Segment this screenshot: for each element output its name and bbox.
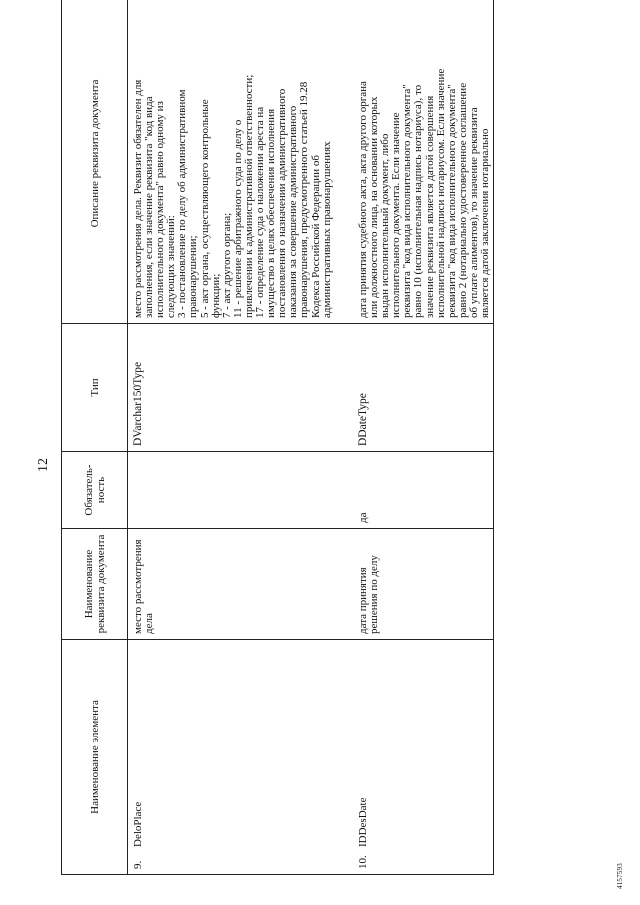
description-line: 5 - акт органа, осуществляющего контрольные — [198, 99, 211, 318]
row-number: 9. — [132, 860, 144, 869]
description-line: правонарушении; — [187, 235, 200, 318]
description-line: следующих значений: — [165, 215, 178, 318]
cell-obligatory: да — [353, 452, 494, 529]
description-line: 7 - акт другого органа; — [220, 212, 233, 318]
description-line: исполнительного документа" равно одному из — [154, 101, 167, 318]
description-line: выдан исполнительный документ, либо — [379, 133, 392, 318]
cell-element-name — [128, 640, 354, 875]
cell-requisite-name: место рассмотрения дела — [128, 529, 354, 640]
description-line: равно 2 (нотариально удостоверенное соглашение — [456, 82, 469, 318]
description-line: исполнительного документа. Если значение — [390, 112, 403, 318]
description-line: реквизита "код вида исполнительного документа" — [445, 84, 458, 318]
cell-requisite-name: дата принятия решения по делу — [353, 529, 494, 640]
document-code: 4157593 — [616, 863, 624, 889]
cell-element-name — [353, 640, 494, 875]
description-line: функции; — [209, 273, 222, 318]
cell-description — [128, 0, 354, 324]
description-line: или должностного лица, на основании которых — [368, 96, 381, 318]
description-line: постановления о назначении административного — [276, 88, 289, 318]
description-line: 17 - определение суда о наложении ареста на — [254, 106, 267, 318]
header-obligatoriness: Обязатель-ность — [62, 452, 128, 529]
row-number: 10. — [357, 855, 369, 869]
description-line: правонарушения, предусмотренного статьей 19.28 — [298, 81, 311, 318]
header-description: Описание реквизита документа — [62, 0, 128, 324]
cell-obligatory — [128, 452, 354, 529]
description-line: является датой заключения нотариально — [479, 128, 492, 318]
description-line: об уплате алиментов), то значение реквизита — [467, 107, 480, 318]
description-line: заполнения, если значение реквизита "код вида — [143, 96, 156, 318]
table-row — [128, 0, 354, 875]
cell-description — [353, 0, 494, 324]
cell-type: DVarchar150Type — [128, 324, 354, 452]
header-type: Тип — [62, 324, 128, 452]
description-line: привлечении к административной ответственности; — [242, 74, 255, 318]
element-id: DeloPlace — [132, 801, 144, 847]
description-line: значение реквизита является датой совершения — [423, 95, 436, 318]
description-line: 11 - решение арбитражного суда по делу о — [231, 119, 244, 318]
description-line: административных правонарушениях — [320, 141, 333, 318]
table-header-row — [62, 0, 128, 875]
description-line: реквизита "код вида исполнительного документа" — [401, 84, 414, 318]
description-line: 3 - постановление по делу об административном — [176, 89, 189, 318]
table-row — [353, 0, 494, 875]
description-line: наказания за совершение административного — [287, 105, 300, 318]
description-line: имущество в целях обеспечения исполнения — [265, 108, 278, 318]
requisites-table — [61, 0, 494, 875]
description-line: исполнительной надписи нотариусом. Если значение — [434, 68, 447, 318]
cell-type: DDateType — [353, 324, 494, 452]
description-line: Кодекса Российской Федерации об — [309, 155, 322, 318]
element-id: IDDesDate — [357, 797, 369, 847]
header-element-name: Наименование элемента — [62, 640, 128, 875]
description-line: равно 10 (исполнительная надпись нотариуса), то — [412, 84, 425, 318]
page-number: 12 — [36, 458, 51, 472]
description-line: дата принятия судебного акта, акта другого органа — [357, 81, 369, 318]
description-line: место рассмотрения дела. Реквизит обязателен для — [132, 79, 144, 318]
header-requisite-name: Наименование реквизита документа — [62, 529, 128, 640]
